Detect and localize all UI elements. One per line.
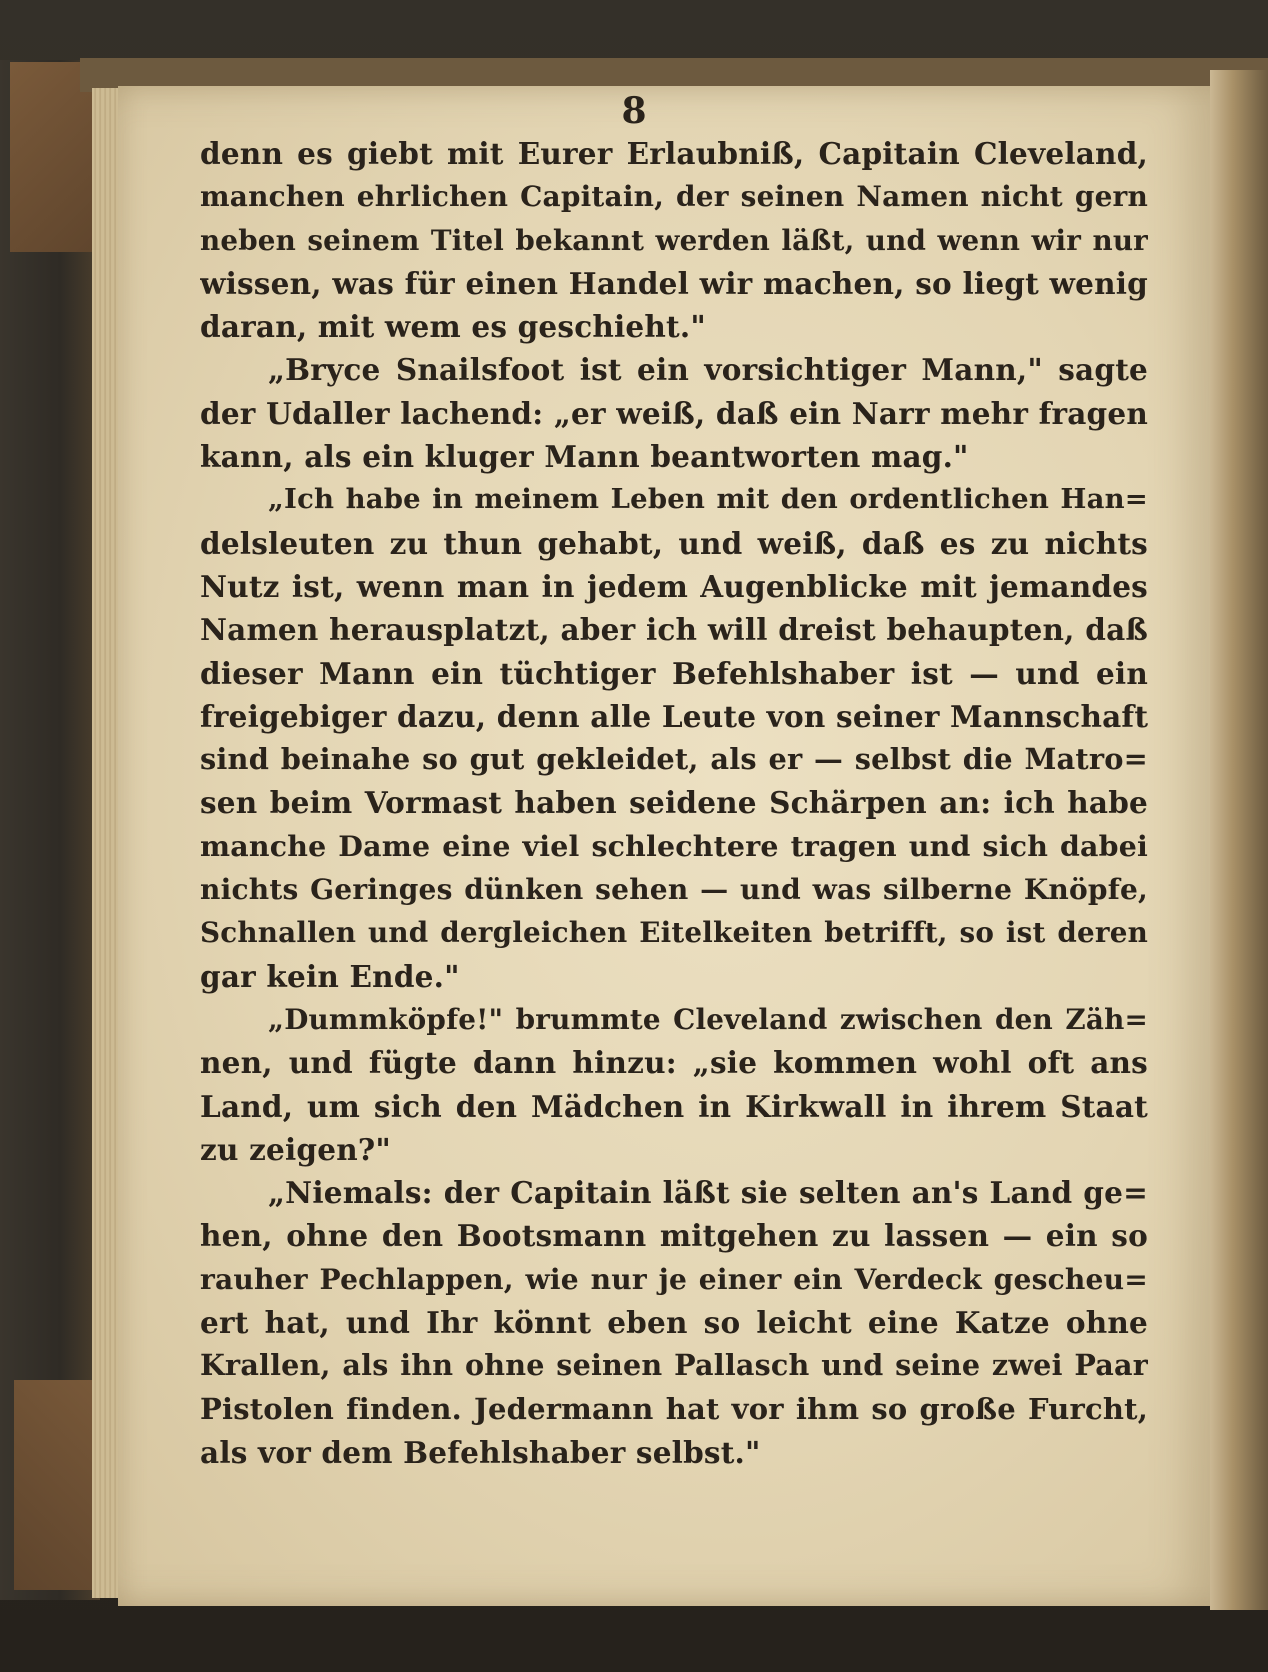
text-line: Krallen, als ihn ohne seinen Pallasch und seine zwei Paar [200,1348,1148,1383]
text-line: Schnallen und dergleichen Eitelkeiten betrifft, so ist deren [200,916,1148,950]
text-line: kann, als ein kluger Mann beantworten mag." [200,439,969,475]
text-line: gar kein Ende." [200,958,460,994]
text-line: manche Dame eine viel schlechtere tragen und sich dabei [200,828,1148,863]
text-line: nichts Geringes dünken sehen — und was silberne Knöpfe, [200,873,1148,907]
book-gutter [1210,70,1268,1610]
text-line: Land, um sich den Mädchen in Kirkwall in ihrem Staat [200,1088,1148,1124]
text-line: rauher Pechlappen, wie nur je einer ein Verdeck gescheu= [200,1262,1148,1296]
text-line: sen beim Vormast haben seidene Schärpen an: ich habe [200,785,1148,821]
text-line: „Ich habe in meinem Leben mit den ordentlichen Han= [268,483,1148,516]
text-line: manchen ehrlichen Capitain, der seinen Namen nicht gern [200,180,1148,214]
text-line: Namen herausplatzt, aber ich will dreist behaupten, daß [200,612,1148,648]
text-line: nen, und fügte dann hinzu: „sie kommen wohl oft ans [200,1045,1148,1081]
page-text [200,132,1148,1474]
text-line: neben seinem Titel bekannt werden läßt, und wenn wir nur [200,223,1148,257]
text-line: wissen, was für einen Handel wir machen, so liegt wenig [200,265,1148,301]
text-line: Pistolen finden. Jedermann hat vor ihm so große Furcht, [200,1391,1148,1426]
text-line: dieser Mann ein tüchtiger Befehlshaber ist — und ein [200,655,1148,691]
text-line: daran, mit wem es geschieht." [200,309,706,345]
text-line: Nutz ist, wenn man in jedem Augenblicke mit jemandes [200,568,1148,604]
text-line: „Niemals: der Capitain läßt sie selten an's Land ge= [268,1175,1148,1211]
page-number: 8 [621,90,647,132]
text-line: als vor dem Befehlshaber selbst." [200,1434,761,1470]
text-line: ert hat, und Ihr könnt eben so leicht eine Katze ohne [200,1305,1148,1341]
text-line: denn es giebt mit Eurer Erlaubniß, Capitain Cleveland, [200,136,1148,171]
text-line: der Udaller lachend: „er weiß, daß ein Narr mehr fragen [200,395,1148,431]
text-line: freigebiger dazu, denn alle Leute von seiner Mannschaft [200,698,1148,734]
text-line: zu zeigen?" [200,1131,391,1167]
text-line: sind beinahe so gut gekleidet, als er — selbst die Matro= [200,742,1148,777]
text-line: „Bryce Snailsfoot ist ein vorsichtiger Mann," sagte [268,352,1148,388]
text-line: hen, ohne den Bootsmann mitgehen zu lassen — ein so [200,1218,1148,1254]
text-line: delsleuten zu thun gehabt, und weiß, daß es zu nichts [200,525,1148,561]
book-cover-spine [0,60,100,1600]
text-line: „Dummköpfe!" brummte Cleveland zwischen den Zäh= [268,1002,1148,1036]
